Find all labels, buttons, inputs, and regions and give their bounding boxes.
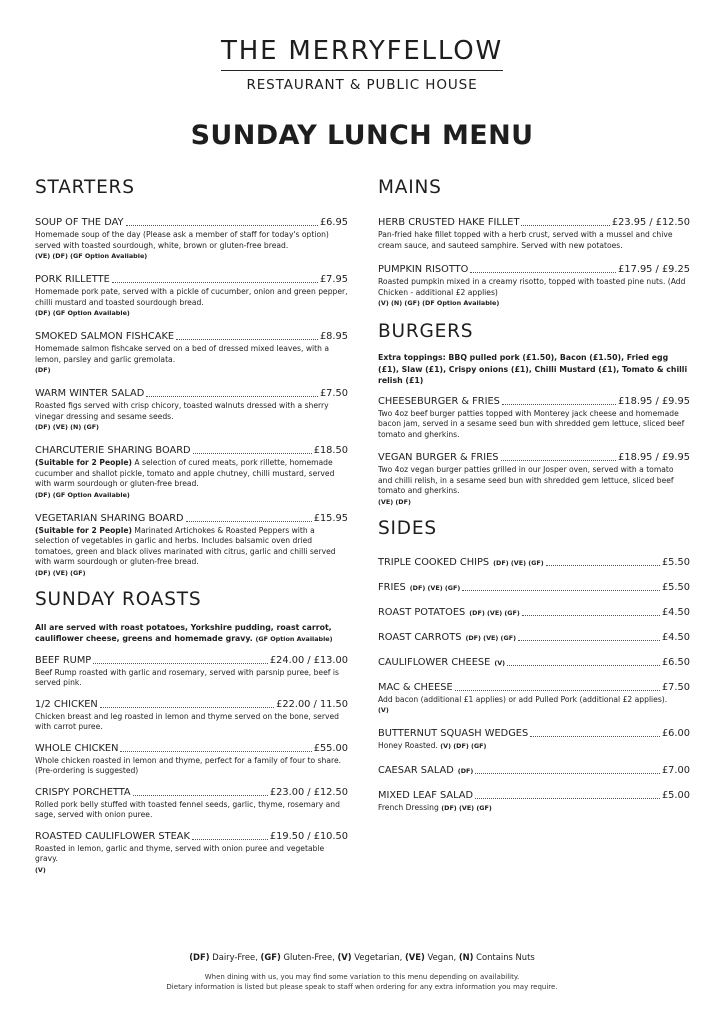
item-description-text: Homemade pork pate, served with a pickle of cucumber, onion and green pepper, chilli mustard and toasted sourdough bread. <box>35 287 348 307</box>
item-description <box>35 401 348 422</box>
item-description-text: Marinated Artichokes & Roasted Peppers with a selection of vegetables in garlic and herbs. Includes balsamic oven dried tomatoes, green and black olives marinated with citrus, garlic and chilli served with warm sourdough or gluten-free bread. <box>35 525 336 566</box>
dietary-tags: (DF) <box>35 366 51 374</box>
item-name: FRIES <box>378 581 406 593</box>
item-title-line <box>378 682 690 694</box>
item-price: £18.50 <box>313 445 348 456</box>
item-title-line <box>35 445 348 457</box>
burgers-section <box>378 320 690 507</box>
item-title-line <box>378 765 690 777</box>
item-title-line <box>35 274 348 286</box>
dietary-tags: (DF) (VE) (GF) <box>465 633 517 642</box>
item-name: TRIPLE COOKED CHIPS <box>378 556 490 568</box>
item-name: CHEESEBURGER & FRIES <box>378 395 500 407</box>
dot-leader <box>462 590 660 591</box>
item-name: PORK RILLETTE <box>35 274 110 285</box>
item-title-line <box>378 452 690 464</box>
item-title-line <box>378 396 690 408</box>
item-name: ROAST CARROTS <box>378 631 462 643</box>
item-price: £5.50 <box>661 556 690 568</box>
menu-item <box>35 331 348 375</box>
dietary-tags: (DF) (VE) (GF) <box>35 568 86 577</box>
sides-section <box>378 517 690 814</box>
sunday-roasts-section <box>35 588 348 875</box>
item-price: £7.50 <box>319 388 348 399</box>
item-description <box>35 230 348 251</box>
availability-note: When dining with us, you may find some variation to this menu depending on availability. <box>204 973 520 981</box>
item-description <box>35 344 348 365</box>
item-title-line <box>378 657 690 669</box>
item-description-text: Homemade salmon fishcake served on a bed of dressed mixed leaves, with a lemon, parsley and garlic gremolata. <box>35 344 330 364</box>
starters-section <box>35 176 348 578</box>
menu-item <box>378 264 690 308</box>
item-title-line <box>378 632 690 644</box>
dot-leader <box>507 665 660 666</box>
item-description-text: Rolled pork belly stuffed with toasted fennel seeds, garlic, thyme, rosemary and sage, served with onion puree. <box>35 799 340 819</box>
restaurant-name: THE MERRYFELLOW <box>221 36 503 66</box>
item-title-line <box>35 831 348 843</box>
legend-entry <box>337 952 402 962</box>
dietary-legend <box>0 951 724 963</box>
menu-title: SUNDAY LUNCH MENU <box>190 120 534 151</box>
item-description <box>378 409 690 441</box>
dietary-tags: (DF) (GF Option Available) <box>35 490 130 499</box>
legend-entry <box>189 952 258 962</box>
item-title-line <box>378 217 690 229</box>
dietary-tags: (DF) (VE) (GF) <box>469 608 520 617</box>
item-price: £17.95 / £9.25 <box>618 264 690 275</box>
item-description <box>35 756 348 777</box>
dot-leader <box>521 225 609 226</box>
item-name: CAULIFLOWER CHEESE <box>378 656 491 668</box>
starters-title: STARTERS <box>35 177 135 198</box>
item-price: £24.00 / £13.00 <box>269 654 348 666</box>
item-name: SMOKED SALMON FISHCAKE <box>35 331 175 342</box>
item-price: £7.95 <box>319 274 348 285</box>
menu-item <box>378 452 690 507</box>
item-title-line <box>35 513 348 525</box>
dot-leader <box>126 225 318 226</box>
item-name: BEEF RUMP <box>35 654 92 666</box>
dietary-tags: (DF) (GF Option Available) <box>35 309 130 317</box>
item-description-text: Homemade soup of the day (Please ask a member of staff for today's option) served with toasted sourdough, white, brown or gluten-free bread. <box>35 230 329 250</box>
legend-entry <box>405 952 456 962</box>
item-price: £6.00 <box>661 728 690 739</box>
dot-leader <box>470 272 616 273</box>
dot-leader <box>120 751 311 752</box>
burgers-note: Extra toppings: BBQ pulled pork (£1.50), Bacon (£1.50), Fried egg (£1), Slaw (£1), Crispy onions (£1), Chilli Mustard (£1), Tomato & chilli relish (£1) <box>378 353 688 385</box>
item-name: CRISPY PORCHETTA <box>35 786 131 798</box>
item-price: £6.95 <box>319 217 348 228</box>
dot-leader <box>455 690 660 691</box>
item-description <box>35 712 348 733</box>
dot-leader <box>112 282 318 283</box>
menu-item <box>35 831 348 875</box>
legend-code: (N) <box>458 952 474 962</box>
menu-item <box>378 396 690 441</box>
item-title-line <box>35 388 348 400</box>
dot-leader <box>133 795 268 796</box>
item-description <box>378 277 690 298</box>
restaurant-subtitle: RESTAURANT & PUBLIC HOUSE <box>246 77 478 93</box>
legend-code: (DF) <box>189 952 210 962</box>
menu-item <box>35 217 348 261</box>
menu-item <box>378 217 690 251</box>
item-description-text: Roasted pumpkin mixed in a creamy risotto, topped with toasted pine nuts. (Add Chicken - additional £2 applies) <box>378 277 686 297</box>
item-name: VEGETARIAN SHARING BOARD <box>35 512 184 524</box>
item-description <box>378 230 690 251</box>
dietary-tags: (V) <box>378 706 389 714</box>
dietary-tags: (V) (N) (GF) (DF Option Available) <box>378 299 500 307</box>
legend-label: Contains Nuts <box>476 952 535 962</box>
dot-leader <box>546 565 660 566</box>
item-title-line <box>378 790 690 802</box>
item-description <box>378 803 690 814</box>
item-name: SOUP OF THE DAY <box>35 217 124 228</box>
legend-code: (GF) <box>260 952 281 962</box>
item-description-text: Two 4oz vegan burger patties grilled in our Josper oven, served with a tomato and chilli relish, in a sesame seed bun with shredded gem lettuce, sliced beef tomato and gherkins. <box>378 465 674 495</box>
roasts-note <box>35 622 348 645</box>
legend-label: Gluten-Free, <box>283 952 335 962</box>
item-name: ROASTED CAULIFLOWER STEAK <box>35 830 190 842</box>
item-title-line <box>378 557 690 569</box>
item-title-line <box>378 264 690 276</box>
legend-entry <box>261 952 335 962</box>
item-name: 1/2 CHICKEN <box>35 698 98 710</box>
item-title-line <box>35 787 348 799</box>
dot-leader <box>475 798 660 799</box>
roasts-title: SUNDAY ROASTS <box>35 588 202 610</box>
item-description <box>35 800 348 821</box>
legend-label: Dairy-Free, <box>212 952 258 962</box>
dietary-tags: (DF) (VE) (N) (GF) <box>35 423 99 431</box>
item-price: £4.50 <box>661 631 690 643</box>
item-price: £22.00 / 11.50 <box>276 698 348 710</box>
item-name: HERB CRUSTED HAKE FILLET <box>378 217 520 228</box>
item-price: £18.95 / £9.95 <box>618 452 690 463</box>
item-price: £7.00 <box>661 764 690 776</box>
item-price: £5.00 <box>661 789 690 801</box>
dietary-tags: (V) (DF) (GF) <box>440 742 487 750</box>
item-description-text: Roasted in lemon, garlic and thyme, served with onion puree and vegetable gravy. <box>35 843 325 863</box>
item-price: £4.50 <box>661 606 690 618</box>
menu-item <box>35 655 348 689</box>
dietary-tags: (V) <box>494 658 506 667</box>
item-description <box>378 465 690 497</box>
burgers-title: BURGERS <box>378 321 474 342</box>
item-description-text: Roasted figs served with crisp chicory, toasted walnuts dressed with a sherry vinegar dressing and sesame seeds. <box>35 401 329 421</box>
dot-leader <box>518 640 660 641</box>
item-name: CHARCUTERIE SHARING BOARD <box>35 445 191 456</box>
right-column <box>378 176 690 813</box>
dot-leader <box>530 736 660 737</box>
item-price: £7.50 <box>661 681 690 693</box>
item-description <box>35 458 348 490</box>
item-name: MIXED LEAF SALAD <box>378 789 474 801</box>
item-description <box>35 844 348 865</box>
item-description <box>35 526 348 568</box>
dot-leader <box>192 839 268 840</box>
item-name: CAESAR SALAD <box>378 764 454 776</box>
dietary-tags: (DF) (VE) (GF) <box>493 558 544 567</box>
item-name: WARM WINTER SALAD <box>35 388 145 399</box>
item-description <box>378 695 690 706</box>
item-description-text: Pan-fried hake fillet topped with a herb crust, served with a mussel and chive cream sauce, and sauteed samphire. Served with new potatoes. <box>378 230 673 250</box>
dot-leader <box>193 453 312 454</box>
item-title-line <box>35 217 348 229</box>
item-name: VEGAN BURGER & FRIES <box>378 452 499 463</box>
item-serving-note: (Suitable for 2 People) <box>35 458 132 467</box>
menu-item <box>378 557 690 569</box>
dot-leader <box>100 707 274 708</box>
menu-item <box>35 743 348 777</box>
item-price: £18.95 / £9.95 <box>618 395 690 407</box>
dot-leader <box>176 339 318 340</box>
dietary-note: Dietary information is listed but please speak to staff when ordering for any extra information you may require. <box>166 983 558 991</box>
menu-item <box>378 790 690 814</box>
item-description-text: A selection of cured meats, pork rillette, homemade cucumber and shallot pickle, tomato and apple chutney, chilli mustard, served with warm sourdough or gluten-free bread. <box>35 458 335 488</box>
dot-leader <box>501 460 617 461</box>
item-description <box>35 287 348 308</box>
brand-divider <box>221 70 503 71</box>
dietary-tags: (DF) (VE) (GF) <box>409 583 461 592</box>
item-price: £19.50 / £10.50 <box>269 830 348 842</box>
item-description-text: Two 4oz beef burger patties topped with Monterey jack cheese and homemade bacon jam, served in a sesame seed bun with shredded gem lettuce, sliced beef tomato and gherkins. <box>378 408 685 439</box>
item-description-text: French Dressing <box>378 802 439 812</box>
left-column <box>35 176 348 875</box>
roasts-note-tag: (GF Option Available) <box>255 635 333 643</box>
item-name: MAC & CHEESE <box>378 681 453 693</box>
menu-item <box>378 582 690 594</box>
item-title-line <box>35 743 348 755</box>
item-price: £23.00 / £12.50 <box>269 786 348 798</box>
dietary-tags: (VE) (DF) <box>378 497 411 506</box>
dietary-tags: (DF) <box>457 766 474 775</box>
item-price: £6.50 <box>661 656 690 668</box>
item-title-line <box>35 331 348 343</box>
item-name: WHOLE CHICKEN <box>35 742 119 754</box>
item-name: ROAST POTATOES <box>378 606 466 618</box>
legend-label: Vegetarian, <box>354 952 403 962</box>
item-description-text: Chicken breast and leg roasted in lemon and thyme served on the bone, served with carrot puree. <box>35 711 339 731</box>
dot-leader <box>186 521 312 522</box>
item-name: BUTTERNUT SQUASH WEDGES <box>378 728 529 739</box>
menu-item <box>35 699 348 733</box>
menu-item <box>35 513 348 578</box>
item-title-line <box>35 699 348 711</box>
dietary-tags: (DF) (VE) (GF) <box>441 803 492 812</box>
item-title-line <box>378 607 690 619</box>
item-title-line <box>378 728 690 740</box>
item-description <box>35 668 348 689</box>
dot-leader <box>522 615 660 616</box>
item-title-line <box>378 582 690 594</box>
item-price: £8.95 <box>319 331 348 342</box>
footer <box>0 951 724 992</box>
dot-leader <box>146 396 318 397</box>
item-serving-note: (Suitable for 2 People) <box>35 525 132 535</box>
item-description <box>378 741 690 752</box>
mains-title: MAINS <box>378 177 442 198</box>
menu-item <box>35 274 348 318</box>
dietary-tags: (V) <box>35 865 46 874</box>
menu-item <box>378 657 690 669</box>
item-price: £23.95 / £12.50 <box>611 217 690 228</box>
dietary-tags: (VE) (DF) (GF Option Available) <box>35 252 148 260</box>
sides-title: SIDES <box>378 517 437 539</box>
menu-item <box>378 728 690 752</box>
item-price: £15.95 <box>313 512 348 524</box>
roasts-note-text: All are served with roast potatoes, Yorkshire pudding, roast carrot, cauliflower cheese, greens and homemade gravy. <box>35 622 332 643</box>
item-description-text: Beef Rump roasted with garlic and rosemary, served with parsnip puree, beef is served pink. <box>35 667 339 687</box>
menu-item <box>378 632 690 644</box>
item-description-text: Whole chicken roasted in lemon and thyme, perfect for a family of four to share. (Pre-ordering is suggested) <box>35 755 342 775</box>
brand-header <box>0 36 724 93</box>
menu-item <box>378 765 690 777</box>
item-title-line <box>35 655 348 667</box>
dot-leader <box>475 773 660 774</box>
footer-note <box>0 972 724 992</box>
mains-section <box>378 176 690 308</box>
legend-code: (VE) <box>404 952 425 962</box>
dot-leader <box>502 404 616 405</box>
item-price: £55.00 <box>313 742 348 754</box>
menu-item <box>35 445 348 500</box>
legend-entry <box>459 952 535 962</box>
menu-item <box>378 682 690 716</box>
menu-item <box>378 607 690 619</box>
item-description-text: Honey Roasted. <box>378 741 438 750</box>
item-name: PUMPKIN RISOTTO <box>378 264 469 275</box>
menu-item <box>35 388 348 432</box>
dot-leader <box>93 663 268 664</box>
legend-code: (V) <box>337 952 352 962</box>
item-description-text: Add bacon (additional £1 applies) or add Pulled Pork (additional £2 applies). <box>378 694 668 704</box>
legend-label: Vegan, <box>427 952 457 962</box>
item-price: £5.50 <box>661 581 690 593</box>
menu-item <box>35 787 348 821</box>
